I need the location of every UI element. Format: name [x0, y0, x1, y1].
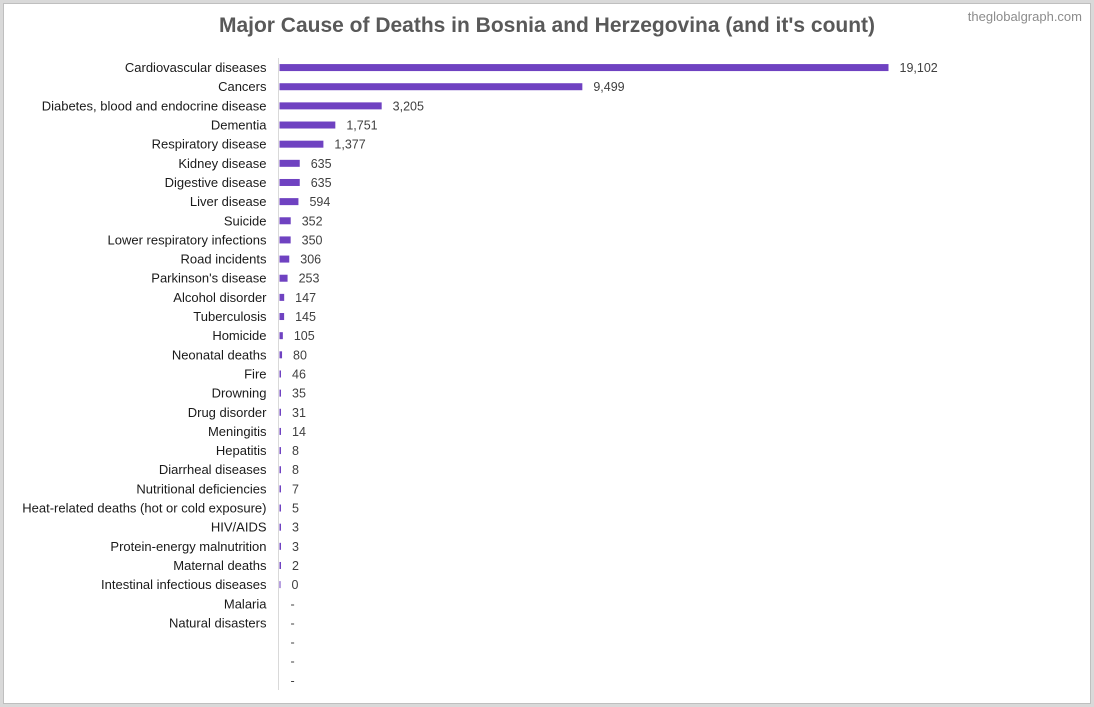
bar — [280, 179, 300, 186]
bar — [280, 485, 282, 492]
bar — [280, 390, 282, 397]
category-label: Fire — [244, 366, 267, 382]
bar — [280, 198, 299, 205]
category-label: Hepatitis — [215, 443, 267, 459]
bar — [280, 581, 281, 588]
bar — [280, 313, 285, 320]
value-label: 635 — [310, 175, 332, 190]
value-label: 635 — [310, 156, 332, 171]
bar — [280, 64, 889, 71]
bar — [280, 428, 282, 435]
category-label: Heat-related deaths (hot or cold exposure) — [22, 500, 267, 516]
value-label: 352 — [301, 214, 323, 229]
value-label: 9,499 — [593, 80, 625, 95]
value-label: - — [290, 673, 295, 688]
bar — [280, 256, 290, 263]
value-label: 3 — [292, 520, 299, 535]
value-label: 7 — [292, 482, 299, 497]
bar — [280, 409, 282, 416]
value-label: 350 — [301, 233, 323, 248]
value-label: 19,102 — [899, 61, 938, 76]
value-label: - — [290, 654, 295, 669]
category-label: Drug disorder — [187, 404, 267, 420]
bar — [280, 543, 282, 550]
value-label: 80 — [293, 348, 307, 363]
category-label: Neonatal deaths — [171, 347, 267, 363]
category-label: Protein-energy malnutrition — [110, 538, 267, 554]
category-label: Digestive disease — [164, 174, 267, 190]
value-label: 145 — [295, 310, 316, 325]
bar — [280, 122, 336, 129]
category-label: Respiratory disease — [151, 136, 267, 152]
value-label: 3 — [292, 539, 299, 554]
category-label: Liver disease — [189, 194, 267, 210]
category-label: Dementia — [210, 117, 267, 133]
value-label: - — [290, 597, 295, 612]
value-label: 253 — [298, 271, 320, 286]
bar — [280, 102, 382, 109]
bar — [280, 83, 583, 90]
category-label: Parkinson's disease — [151, 270, 267, 286]
category-label: Kidney disease — [178, 155, 267, 171]
category-label: Nutritional deficiencies — [136, 481, 267, 497]
value-label: 594 — [309, 195, 331, 210]
value-label: 1,751 — [346, 118, 378, 133]
category-label: Diabetes, blood and endocrine disease — [41, 98, 267, 114]
value-label: 46 — [292, 367, 306, 382]
bar — [280, 236, 291, 243]
value-label: 147 — [295, 290, 317, 305]
value-label: - — [290, 616, 295, 631]
bar — [280, 141, 324, 148]
value-label: 1,377 — [334, 137, 366, 152]
value-label: 306 — [300, 252, 322, 267]
bar — [280, 447, 282, 454]
category-label: Road incidents — [180, 251, 267, 267]
value-label: 0 — [291, 578, 299, 593]
category-label: Drowning — [211, 385, 267, 401]
value-label: 2 — [292, 558, 299, 573]
category-label: HIV/AIDS — [210, 519, 267, 535]
bar — [280, 294, 285, 301]
bar — [280, 370, 282, 377]
bar — [280, 524, 282, 531]
category-label: Suicide — [223, 213, 267, 229]
category-label: Homicide — [212, 328, 267, 344]
category-label: Meningitis — [207, 423, 267, 439]
bar — [280, 332, 283, 339]
bar — [280, 217, 291, 224]
watermark: theglobalgraph.com — [967, 9, 1082, 24]
value-label: 31 — [292, 405, 306, 420]
category-label: Maternal deaths — [173, 557, 267, 573]
bar — [280, 351, 283, 358]
value-label: 5 — [292, 501, 299, 516]
value-label: - — [290, 635, 295, 650]
category-label: Cancers — [218, 79, 267, 95]
chart-title: Major Cause of Deaths in Bosnia and Herzegovina (and it's count) — [218, 14, 876, 37]
category-label: Diarrheal diseases — [158, 462, 267, 478]
value-label: 35 — [292, 386, 306, 401]
value-label: 8 — [292, 444, 299, 459]
value-label: 3,205 — [392, 99, 424, 114]
bar — [280, 160, 300, 167]
category-label: Intestinal infectious diseases — [101, 577, 267, 593]
bar — [280, 562, 282, 569]
category-label: Malaria — [223, 596, 267, 612]
value-label: 105 — [293, 329, 315, 344]
category-label: Alcohol disorder — [173, 289, 267, 305]
value-label: 14 — [292, 424, 306, 439]
category-label: Tuberculosis — [193, 309, 267, 325]
bar — [280, 275, 288, 282]
bar — [280, 466, 282, 473]
category-label: Cardiovascular diseases — [124, 60, 267, 76]
category-label: Lower respiratory infections — [107, 232, 267, 248]
category-label: Natural disasters — [168, 615, 267, 631]
value-label: 8 — [292, 463, 299, 478]
bar — [280, 505, 282, 512]
